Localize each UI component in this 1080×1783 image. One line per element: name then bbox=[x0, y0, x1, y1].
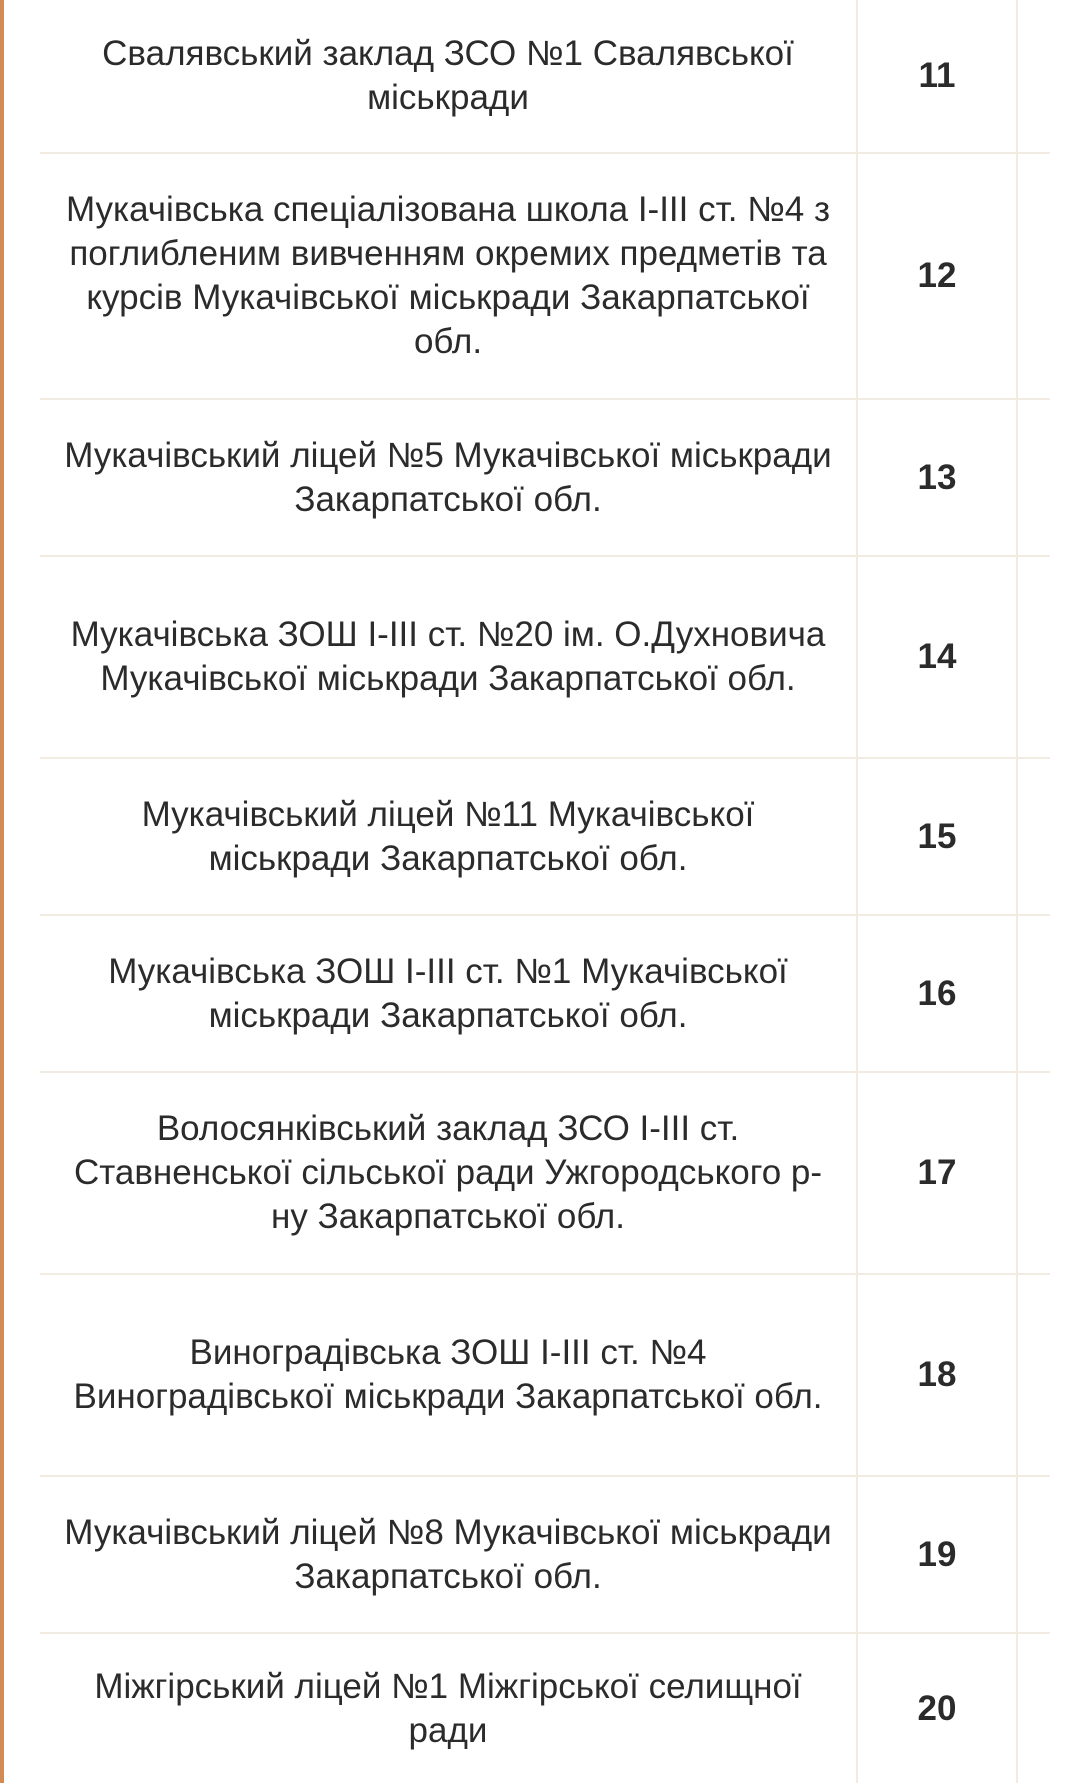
table-row bbox=[40, 759, 1050, 916]
table-row bbox=[40, 154, 1050, 400]
extra-cell bbox=[1018, 1073, 1048, 1273]
rank-cell: 19 bbox=[858, 1477, 1018, 1632]
school-name: Мукачівська ЗОШ І-ІІІ ст. №20 ім. О.Духновича Мукачівської міськради Закарпатської обл. bbox=[70, 615, 826, 698]
school-name: Мукачівський ліцей №11 Мукачівської міськради Закарпатської обл. bbox=[141, 794, 755, 878]
school-name-cell bbox=[40, 1634, 858, 1783]
school-name: Волосянківський заклад ЗСО І-ІІІ ст. Ставненської сільської ради Ужгородського р-ну Закарпатської обл. bbox=[73, 1109, 823, 1236]
school-name-cell bbox=[40, 400, 858, 555]
extra-cell bbox=[1018, 759, 1048, 914]
school-name-cell bbox=[40, 916, 858, 1071]
school-name-cell bbox=[40, 759, 858, 914]
table-row bbox=[40, 1073, 1050, 1275]
school-name: Виноградівська ЗОШ І-ІІІ ст. №4 Виноградівської міськради Закарпатської обл. bbox=[73, 1333, 823, 1416]
table-row bbox=[40, 1477, 1050, 1634]
rank-cell: 11 bbox=[858, 0, 1018, 152]
table-row bbox=[40, 557, 1050, 759]
extra-cell bbox=[1018, 154, 1048, 398]
extra-cell bbox=[1018, 916, 1048, 1071]
school-name-cell bbox=[40, 0, 858, 152]
extra-cell bbox=[1018, 1634, 1048, 1783]
extra-cell bbox=[1018, 1275, 1048, 1475]
table-row bbox=[40, 1634, 1050, 1783]
school-name-cell bbox=[40, 1275, 858, 1475]
school-name-cell bbox=[40, 1477, 858, 1632]
school-name-cell bbox=[40, 1073, 858, 1273]
extra-cell bbox=[1018, 1477, 1048, 1632]
school-name: Мукачівська ЗОШ І-ІІІ ст. №1 Мукачівської міськради Закарпатської обл. bbox=[108, 951, 788, 1035]
table-row bbox=[40, 916, 1050, 1073]
school-name: Мукачівський ліцей №8 Мукачівської міськради Закарпатської обл. bbox=[64, 1512, 832, 1596]
extra-cell bbox=[1018, 557, 1048, 757]
rank-cell: 17 bbox=[858, 1073, 1018, 1273]
school-name: Мукачівський ліцей №5 Мукачівської міськради Закарпатської обл. bbox=[64, 435, 832, 519]
schools-table bbox=[40, 0, 1050, 1783]
school-name: Мукачівська спеціалізована школа І-ІІІ ст. №4 з поглибленим вивченням окремих предметів та курсів Мукачівської міськради Закарпатської обл. bbox=[65, 190, 830, 361]
table-row bbox=[40, 0, 1050, 154]
extra-cell bbox=[1018, 400, 1048, 555]
rank-cell: 12 bbox=[858, 154, 1018, 398]
rank-cell: 18 bbox=[858, 1275, 1018, 1475]
accent-bar bbox=[0, 0, 4, 1783]
school-name: Свалявський заклад ЗСО №1 Свалявської міськради bbox=[102, 34, 794, 117]
school-name-cell bbox=[40, 557, 858, 757]
rank-cell: 13 bbox=[858, 400, 1018, 555]
table-row bbox=[40, 400, 1050, 557]
rank-cell: 14 bbox=[858, 557, 1018, 757]
school-name-cell bbox=[40, 154, 858, 398]
table-row bbox=[40, 1275, 1050, 1477]
extra-cell bbox=[1018, 0, 1048, 152]
school-name: Міжгірський ліцей №1 Міжгірської селищної ради bbox=[94, 1666, 802, 1750]
rank-cell: 15 bbox=[858, 759, 1018, 914]
rank-cell: 20 bbox=[858, 1634, 1018, 1783]
rank-cell: 16 bbox=[858, 916, 1018, 1071]
